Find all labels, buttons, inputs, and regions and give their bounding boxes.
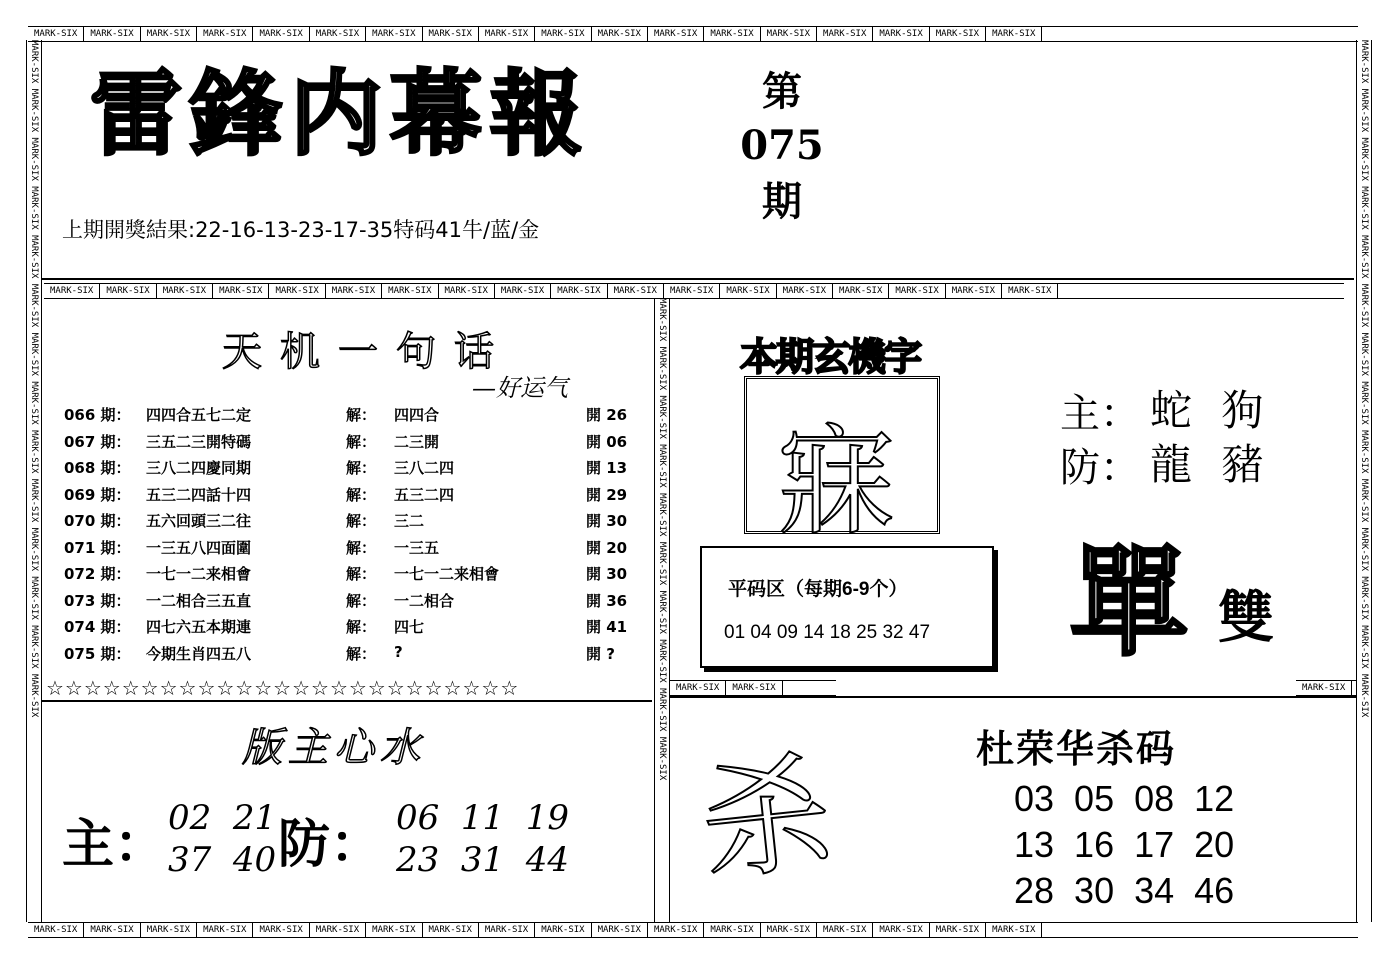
border-text: MARK-SIX [817,923,873,937]
border-text: MARK-SIX [44,284,100,298]
tianji-row-period: 066 期： [64,406,131,424]
border-text: MARK-SIX [423,923,479,937]
tianji-row-riddle: 五三二四話十四 [146,485,252,504]
tianji-row-period: 074 期： [64,618,131,636]
double-character: 雙 [1218,586,1274,651]
tianji-row-open: 開 13 [586,459,628,477]
border-text: MARK-SIX [726,681,782,695]
bottom-border-strip [28,922,1358,938]
border-text: MARK-SIX [326,284,382,298]
dujinghua-title: 杜荣华杀码 [976,727,1177,771]
tianji-row-period: 071 期： [64,538,131,557]
border-text: MARK-SIX MARK-SIX MARK-SIX MARK-SIX MARK-SIX MARK-SIX MARK-SIX MARK-SIX MARK-SIX MARK-SIX [657,298,667,781]
tianji-row-riddle: 一三五八四面圍 [146,538,252,557]
xuanji-bottom-strip [670,680,836,696]
tianji-row-period: 073 期： [64,591,131,610]
border-text: MARK-SIX [592,923,648,937]
tianji-row-open: 開 30 [586,565,628,583]
border-text: MARK-SIX [535,923,591,937]
banzhu-panel [42,700,652,924]
kill-numbers-row-1: 03 05 08 12 [1014,778,1235,819]
tianji-row-jie: 解： [346,538,377,557]
border-text: MARK-SIX [1296,681,1352,695]
border-text: MARK-SIX [761,27,817,41]
zodiac-main-label: 主： [1060,391,1140,437]
tianji-row-answer: 二三開 [394,432,440,451]
border-text: MARK-SIX [28,27,84,41]
previous-result: 上期開獎結果:22-16-13-23-17-35特码41牛/蓝/金 [62,218,540,242]
tianji-row-answer: 五三二四 [394,485,455,504]
border-text: MARK-SIX [648,27,704,41]
dujinghua-panel [670,696,1356,924]
pingma-box [700,546,994,668]
zodiac-guard-label: 防： [1060,445,1140,491]
tianji-subtitle: —好运气 [472,374,568,402]
star-divider: ☆☆☆☆☆☆☆☆☆☆☆☆☆☆☆☆☆☆☆☆☆☆☆☆☆ [46,676,520,700]
xuanji-panel [670,298,1356,680]
tianji-row-riddle: 三八二四慶同期 [146,459,252,477]
border-text: MARK-SIX [439,284,495,298]
border-text: MARK-SIX [777,284,833,298]
kill-numbers-row-3: 28 30 34 46 [1014,870,1235,911]
border-text: MARK-SIX [253,27,309,41]
pingma-numbers: 01 04 09 14 18 25 32 47 [724,622,931,643]
tianji-row-open: 開 06 [586,432,628,451]
border-text: MARK-SIX MARK-SIX MARK-SIX MARK-SIX MARK-SIX MARK-SIX MARK-SIX MARK-SIX MARK-SIX MARK-SIX MARK-SIX MARK-SIX MARK-SIX MARK-SIX [29,40,39,718]
xuanji-title: 本期玄機字 [740,335,921,379]
border-text: MARK-SIX [873,27,929,41]
tianji-row-jie: 解： [346,644,377,663]
border-text: MARK-SIX [833,284,889,298]
top-border-strip [28,26,1358,42]
border-text: MARK-SIX [310,27,366,41]
tianji-row-answer: 三二 [394,512,425,530]
tianji-row-jie: 解： [346,591,377,610]
tianji-row-answer: 一七一二来相會 [394,565,500,583]
border-text: MARK-SIX [761,923,817,937]
border-text: MARK-SIX [670,681,726,695]
border-text: MARK-SIX [986,923,1042,937]
tianji-title: 天机一句话 [222,329,512,375]
border-text: MARK-SIX [100,284,156,298]
border-text: MARK-SIX [648,923,704,937]
issue-prefix: 第 [762,68,802,115]
tianji-row-answer: 一二相合 [394,591,455,610]
border-text: MARK-SIX [197,923,253,937]
tianji-row-answer: 三八二四 [394,459,455,477]
banzhu-main-label: 主： [62,814,167,875]
tianji-row-open: 開 36 [586,591,628,610]
border-text: MARK-SIX [310,923,366,937]
tianji-row-answer: 四七 [394,618,425,636]
zodiac-guard-value: 龍 豬 [1150,440,1272,489]
border-text: MARK-SIX [930,27,986,41]
banzhu-guard-numbers-1: 06 11 19 [396,798,570,838]
tianji-row-period: 068 期： [64,459,131,477]
tianji-row-open: 開 30 [586,512,628,530]
tianji-row-riddle: 三五二三開特碼 [146,432,252,451]
border-text: MARK-SIX [479,27,535,41]
tianji-row-period: 067 期： [64,432,131,451]
tianji-row-riddle: 一二相合三五直 [146,591,252,610]
banzhu-main-numbers-2: 37 40 [168,840,277,880]
tianji-row-open: 開 20 [586,538,628,557]
border-text: MARK-SIX [720,284,776,298]
tianji-row-riddle: 一七一二来相會 [146,565,252,583]
tianji-row-open: 開 26 [586,406,628,424]
border-text: MARK-SIX [213,284,269,298]
banzhu-main-numbers-1: 02 21 [168,798,277,838]
border-text: MARK-SIX [366,923,422,937]
border-text: MARK-SIX MARK-SIX MARK-SIX MARK-SIX MARK-SIX MARK-SIX MARK-SIX MARK-SIX MARK-SIX MARK-SIX MARK-SIX MARK-SIX MARK-SIX MARK-SIX [1359,40,1369,718]
kill-stamp: 杀 [693,735,839,901]
tianji-row-riddle: 四四合五七二定 [146,406,252,424]
banzhu-guard-label: 防： [278,814,383,875]
banzhu-title: 版主心水 [242,725,426,771]
border-text: MARK-SIX [366,27,422,41]
border-text: MARK-SIX [423,27,479,41]
tianji-row-period: 072 期： [64,565,131,583]
border-text: MARK-SIX [704,923,760,937]
border-text: MARK-SIX [946,284,1002,298]
border-text: MARK-SIX [28,923,84,937]
border-text: MARK-SIX [84,923,140,937]
tianji-row-jie: 解： [346,432,377,451]
tianji-row-open: 開 41 [586,618,628,636]
xuanji-character-box [744,376,940,551]
border-text: MARK-SIX [84,27,140,41]
xuanji-character: 寐 [777,413,896,551]
tianji-row-riddle: 今期生肖四五八 [146,644,252,663]
banzhu-guard-numbers-2: 23 31 44 [396,840,570,880]
tianji-row-open: 開 29 [586,485,628,504]
border-text: MARK-SIX [141,923,197,937]
tianji-row-jie: 解： [346,565,377,583]
border-text: MARK-SIX [382,284,438,298]
border-text: MARK-SIX [197,27,253,41]
center-border-strip [654,298,670,922]
tianji-row-answer: ? [394,642,403,661]
border-text: MARK-SIX [551,284,607,298]
newspaper-title: 雷鋒内幕報 [90,60,591,168]
zodiac-main-value: 蛇 狗 [1150,386,1272,435]
border-text: MARK-SIX [479,923,535,937]
border-text: MARK-SIX [608,284,664,298]
tianji-row-open: 開 ? [586,644,615,663]
kill-numbers-row-2: 13 16 17 20 [1014,824,1235,865]
border-text: MARK-SIX [1002,284,1058,298]
border-text: MARK-SIX [495,284,551,298]
tianji-row-jie: 解： [346,459,377,477]
issue-suffix: 期 [762,178,802,225]
border-text: MARK-SIX [269,284,325,298]
border-text: MARK-SIX [889,284,945,298]
tianji-row-jie: 解： [346,618,377,636]
tianji-row-jie: 解： [346,406,377,424]
border-text: MARK-SIX [986,27,1042,41]
tianji-row-riddle: 四七六五本期連 [146,618,252,636]
pingma-label: 平码区（每期6-9个） [728,579,908,600]
header-panel [42,42,1354,280]
border-text: MARK-SIX [157,284,213,298]
tianji-row-period: 070 期： [64,512,131,530]
border-text: MARK-SIX [141,27,197,41]
issue-number: 075 [740,122,824,169]
border-text: MARK-SIX [253,923,309,937]
border-text: MARK-SIX [535,27,591,41]
tianji-row-answer: 一三五 [394,538,440,557]
border-text: MARK-SIX [817,27,873,41]
left-border-strip [26,40,42,922]
border-text: MARK-SIX [930,923,986,937]
border-text: MARK-SIX [592,27,648,41]
tianji-row-answer: 四四合 [394,406,440,424]
border-text: MARK-SIX [704,27,760,41]
tianji-row-period: 069 期： [64,485,131,504]
border-text: MARK-SIX [664,284,720,298]
tianji-row-riddle: 五六回頭三二往 [146,512,252,530]
middle-border-strip [44,283,1344,299]
right-border-strip [1356,40,1372,922]
single-character: 單 [1070,534,1189,672]
tianji-row-jie: 解： [346,485,377,504]
tianji-row-jie: 解： [346,512,377,530]
border-text: MARK-SIX [873,923,929,937]
tianji-row-period: 075 期： [64,644,131,663]
xuanji-bottom-strip-right [1296,680,1356,696]
